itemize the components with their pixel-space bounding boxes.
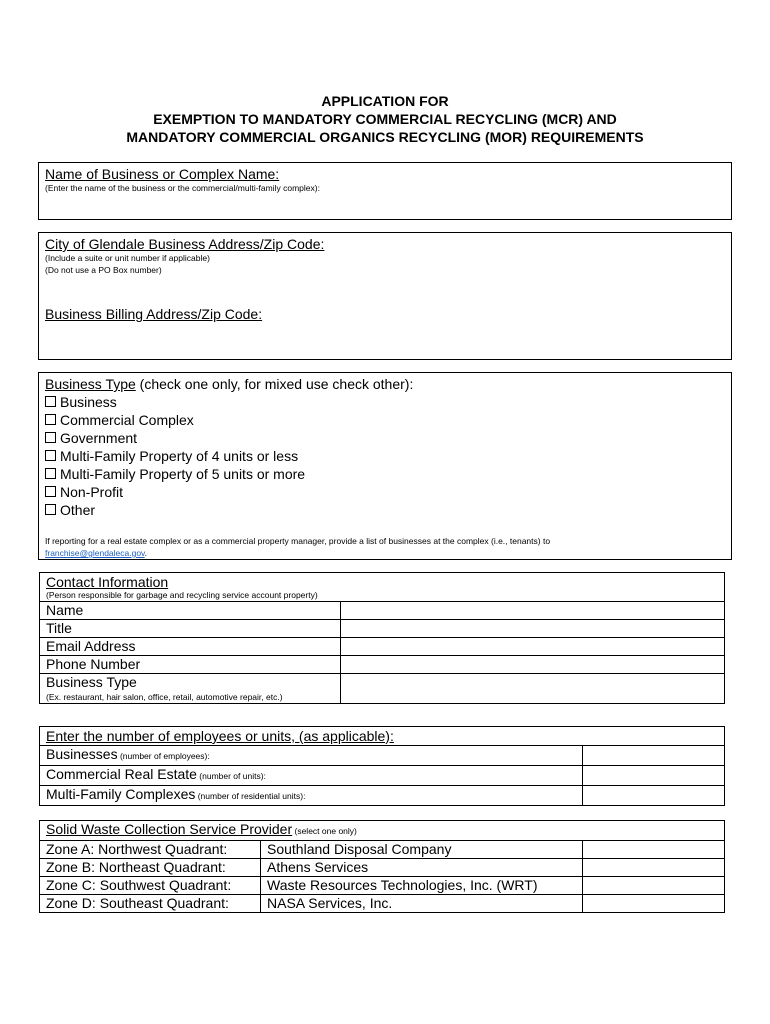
note-period: . xyxy=(144,548,148,558)
employees-businesses-label xyxy=(40,746,583,766)
checkbox[interactable] xyxy=(45,396,56,407)
franchise-email-link[interactable]: franchise@glendaleca.gov xyxy=(45,548,145,558)
option-label: Business xyxy=(60,394,117,410)
tenant-list-note-text: If reporting for a real estate complex or as a commercial property manager, provide a list of businesses at the complex (i.e., tenants) to xyxy=(45,536,551,546)
option-business[interactable] xyxy=(45,393,725,411)
checkbox[interactable] xyxy=(45,432,56,443)
zone-c-label: Zone C: Southwest Quadrant: xyxy=(40,877,261,895)
business-name-hint: (Enter the name of the business or the commercial/multi-family complex): xyxy=(45,183,320,193)
row-label: Businesses xyxy=(46,746,118,762)
contact-phone-field[interactable] xyxy=(341,656,725,674)
business-type-instructions: (check one only, for mixed use check other): xyxy=(135,376,414,392)
contact-email-field[interactable] xyxy=(341,638,725,656)
contact-email-label: Email Address xyxy=(40,638,341,656)
employees-multifamily-label xyxy=(40,786,583,806)
checkbox[interactable] xyxy=(45,450,56,461)
zone-a-label: Zone A: Northwest Quadrant: xyxy=(40,841,261,859)
zone-b-company: Athens Services xyxy=(261,859,583,877)
title-line-1: APPLICATION FOR xyxy=(321,93,449,109)
contact-title-field[interactable] xyxy=(341,620,725,638)
billing-address-label: Business Billing Address/Zip Code: xyxy=(45,306,263,322)
option-commercial-complex[interactable] xyxy=(45,411,725,429)
row-hint: (number of employees): xyxy=(117,751,210,761)
option-label: Commercial Complex xyxy=(60,412,194,428)
zone-d-select[interactable] xyxy=(583,895,725,913)
tenant-list-note xyxy=(45,535,725,559)
business-address-hint-1: (Include a suite or unit number if applicable) xyxy=(45,253,210,263)
option-label: Multi-Family Property of 4 units or less xyxy=(60,448,299,464)
business-name-section[interactable] xyxy=(38,162,732,220)
option-label: Multi-Family Property of 5 units or more xyxy=(60,466,306,482)
business-type-section xyxy=(38,372,732,560)
address-section[interactable] xyxy=(38,232,732,360)
contact-info-subtitle: (Person responsible for garbage and recycling service account property) xyxy=(46,590,318,600)
business-name-label: Name of Business or Complex Name: xyxy=(45,166,280,182)
employees-multifamily-field[interactable] xyxy=(583,786,725,806)
employees-title: Enter the number of employees or units, (as applicable): xyxy=(40,727,725,746)
contact-business-type-field[interactable] xyxy=(341,674,725,704)
provider-header xyxy=(40,821,725,841)
checkbox[interactable] xyxy=(45,504,56,515)
option-government[interactable] xyxy=(45,429,725,447)
contact-phone-label: Phone Number xyxy=(40,656,341,674)
zone-d-company: NASA Services, Inc. xyxy=(261,895,583,913)
provider-table xyxy=(39,820,725,913)
option-label: Non-Profit xyxy=(60,484,124,500)
contact-business-type-hint: (Ex. restaurant, hair salon, office, retail, automotive repair, etc.) xyxy=(46,692,283,702)
contact-name-field[interactable] xyxy=(341,602,725,620)
business-type-heading xyxy=(45,376,725,392)
contact-info-header xyxy=(40,573,725,602)
row-label: Commercial Real Estate xyxy=(46,766,197,782)
contact-business-type-label: Business Type xyxy=(46,674,137,690)
contact-business-type-cell xyxy=(40,674,341,704)
title-line-3: MANDATORY COMMERCIAL ORGANICS RECYCLING (MOR) REQUIREMENTS xyxy=(126,129,644,145)
zone-a-select[interactable] xyxy=(583,841,725,859)
option-label: Government xyxy=(60,430,138,446)
provider-hint: (select one only) xyxy=(292,826,357,836)
row-hint: (number of residential units): xyxy=(195,791,306,801)
option-label: Other xyxy=(60,502,96,518)
checkbox[interactable] xyxy=(45,486,56,497)
title-line-2: EXEMPTION TO MANDATORY COMMERCIAL RECYCLING (MCR) AND xyxy=(153,111,617,127)
business-type-label: Business Type xyxy=(45,376,136,392)
contact-info-title: Contact Information xyxy=(46,574,169,590)
option-multi-family-large[interactable] xyxy=(45,465,725,483)
zone-a-company: Southland Disposal Company xyxy=(261,841,583,859)
option-multi-family-small[interactable] xyxy=(45,447,725,465)
zone-b-label: Zone B: Northeast Quadrant: xyxy=(40,859,261,877)
business-address-label: City of Glendale Business Address/Zip Code: xyxy=(45,236,325,252)
contact-info-table xyxy=(39,572,725,704)
provider-title: Solid Waste Collection Service Provider xyxy=(46,821,293,837)
checkbox[interactable] xyxy=(45,468,56,479)
zone-c-select[interactable] xyxy=(583,877,725,895)
zone-d-label: Zone D: Southeast Quadrant: xyxy=(40,895,261,913)
employees-table xyxy=(39,726,725,806)
business-type-options xyxy=(45,393,725,519)
form-title xyxy=(0,92,770,146)
contact-name-label: Name xyxy=(40,602,341,620)
zone-c-company: Waste Resources Technologies, Inc. (WRT) xyxy=(261,877,583,895)
row-hint: (number of units): xyxy=(196,771,266,781)
row-label: Multi-Family Complexes xyxy=(46,786,196,802)
option-other[interactable] xyxy=(45,501,725,519)
zone-b-select[interactable] xyxy=(583,859,725,877)
contact-title-label: Title xyxy=(40,620,341,638)
employees-commercial-field[interactable] xyxy=(583,766,725,786)
business-address-hint-2: (Do not use a PO Box number) xyxy=(45,265,162,275)
employees-businesses-field[interactable] xyxy=(583,746,725,766)
checkbox[interactable] xyxy=(45,414,56,425)
employees-commercial-label xyxy=(40,766,583,786)
option-non-profit[interactable] xyxy=(45,483,725,501)
